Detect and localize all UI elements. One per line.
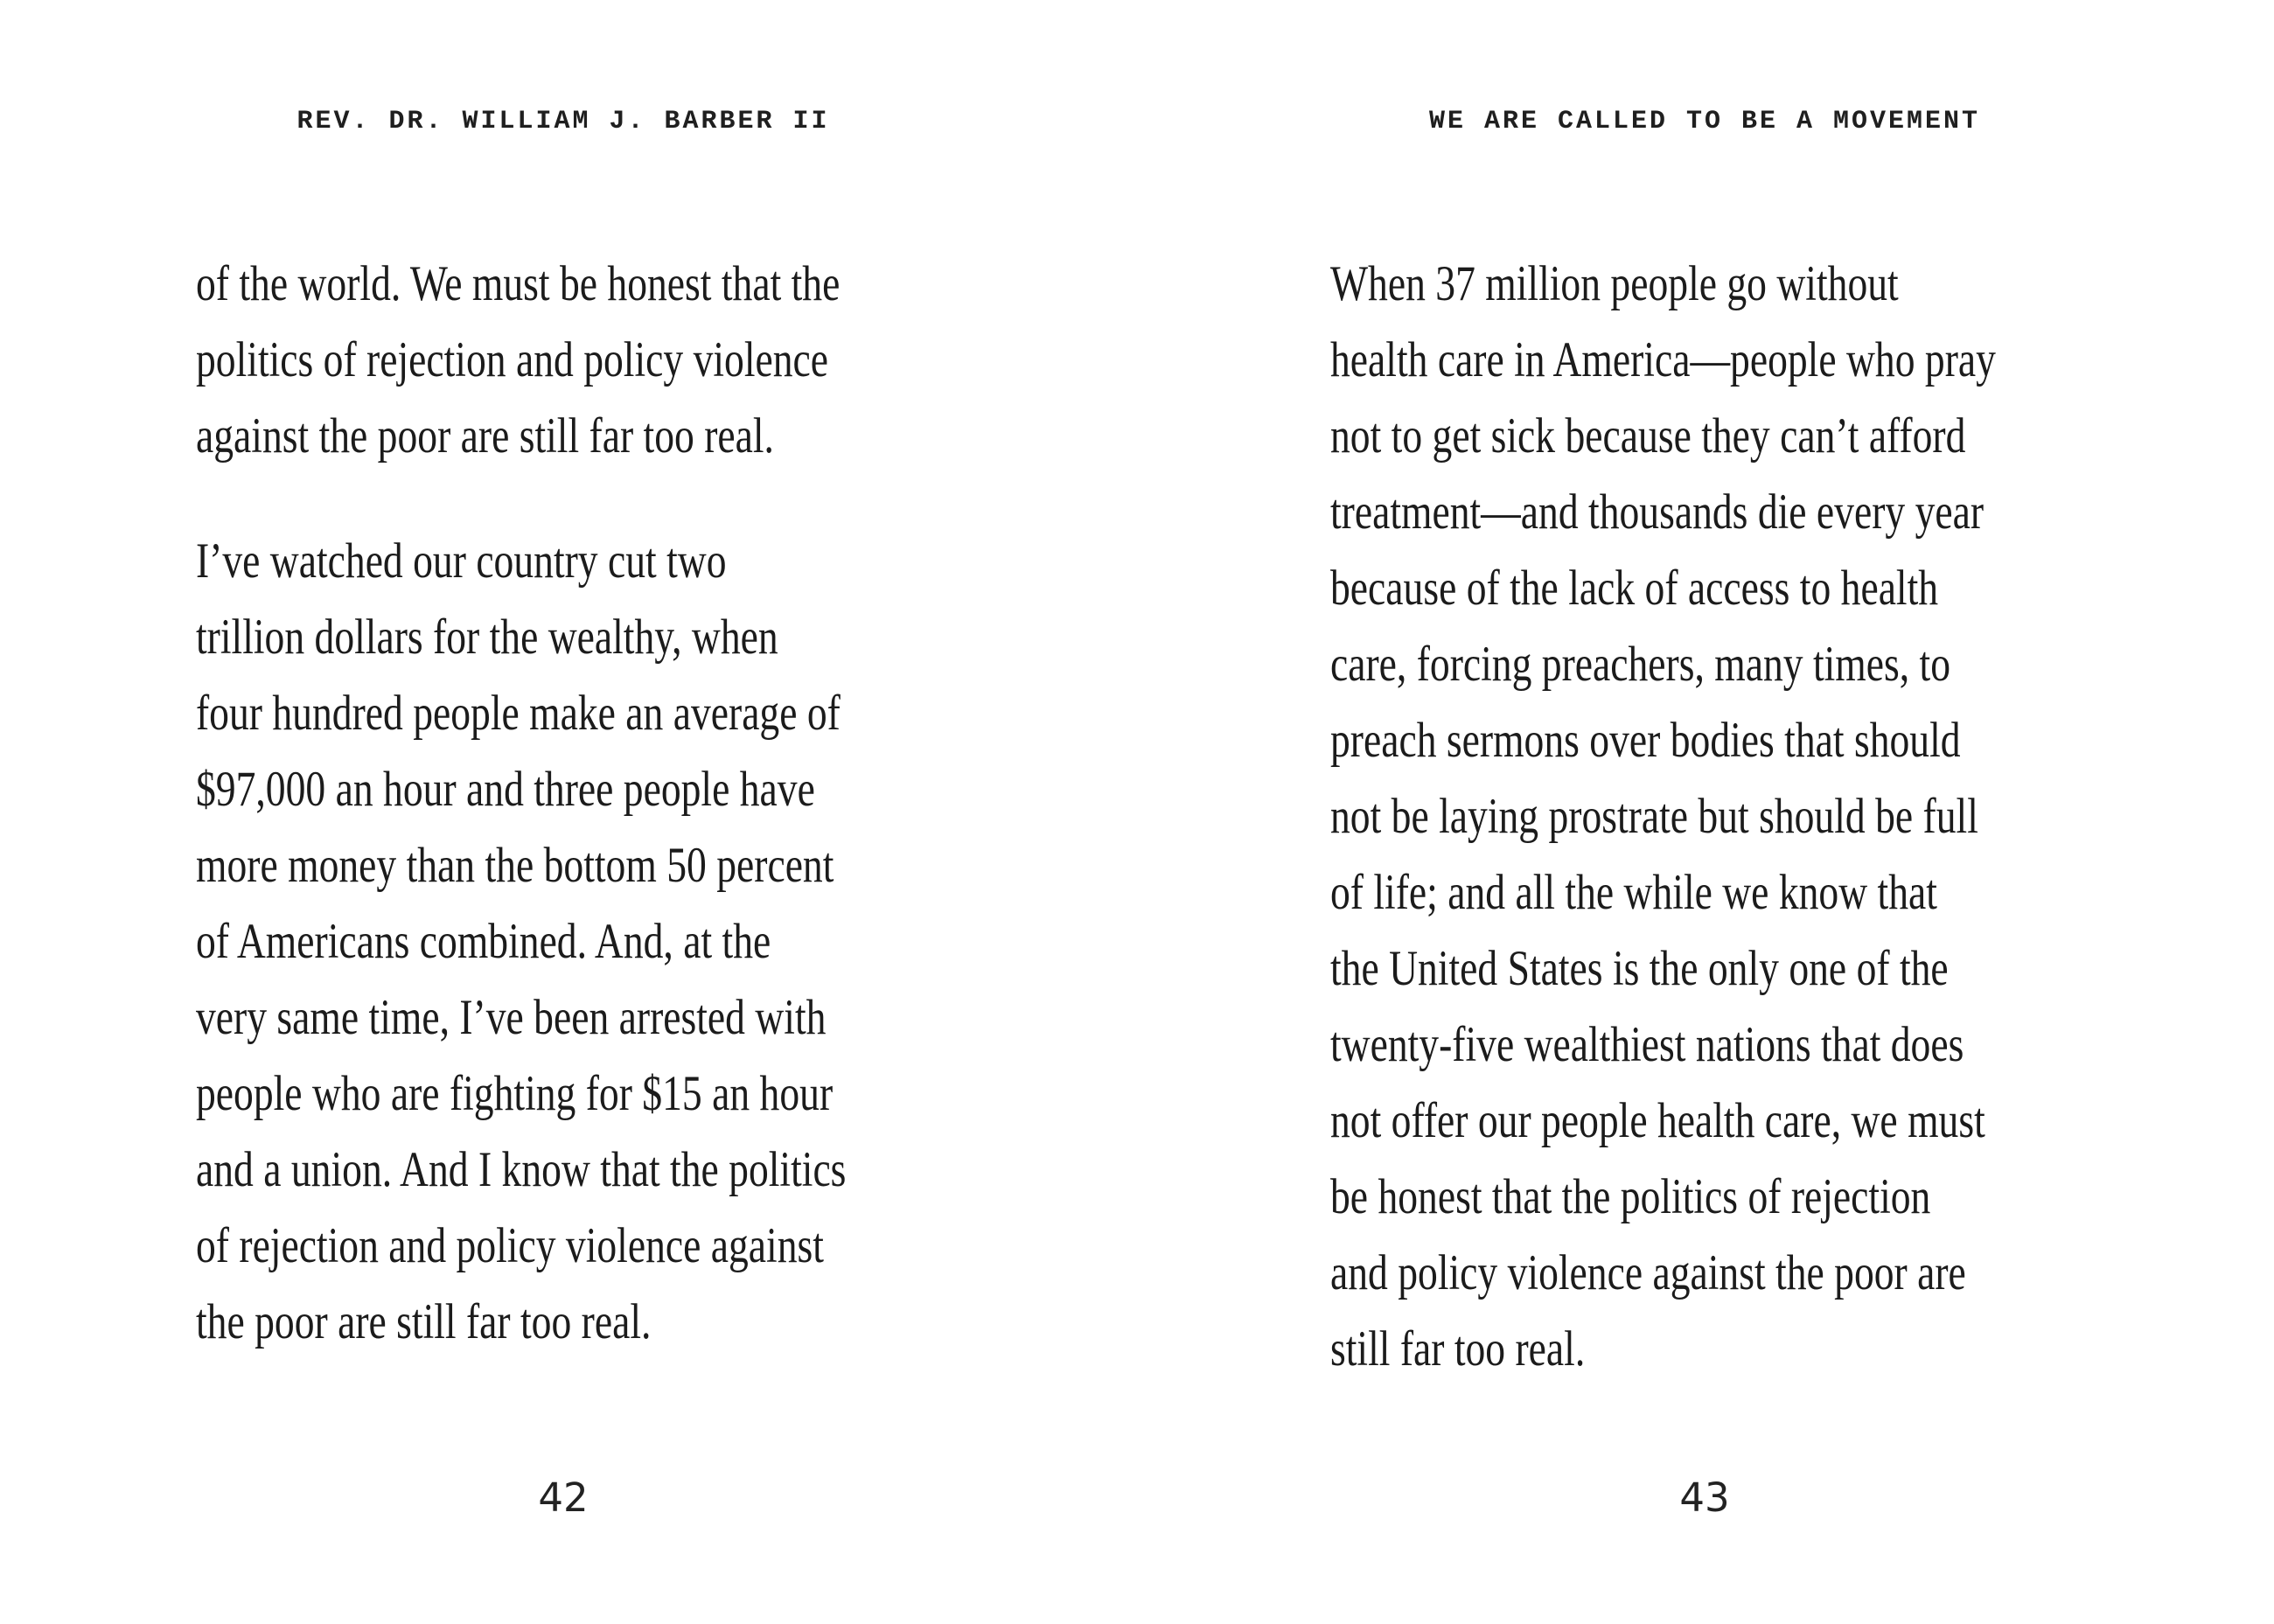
running-head-book-title: WE ARE CALLED TO BE A MOVEMENT: [1428, 107, 1981, 136]
page-left: [196, 0, 931, 1624]
text-line: people who are fighting for $15 an hour: [196, 1066, 834, 1121]
text-line: against the poor are still far too real.: [196, 408, 774, 464]
text-line: very same time, I’ve been arrested with: [196, 990, 827, 1045]
text-line: of the world. We must be honest that the: [196, 256, 841, 311]
paragraph: [1330, 246, 2079, 1387]
text-line: politics of rejection and policy violence: [196, 332, 829, 387]
text-line: more money than the bottom 50 percent: [196, 838, 834, 893]
text-line: and policy violence against the poor are: [1330, 1245, 1966, 1300]
paragraph: [196, 246, 931, 474]
text-line: and a union. And I know that the politics: [196, 1142, 847, 1197]
text-line: the poor are still far too real.: [196, 1294, 652, 1349]
page-number-left: 42: [538, 1474, 589, 1521]
text-line: of rejection and policy violence against: [196, 1218, 824, 1273]
running-head-author: REV. DR. WILLIAM J. BARBER II: [296, 107, 830, 136]
text-line: of Americans combined. And, at the: [196, 914, 771, 969]
text-line: of life; and all the while we know that: [1330, 865, 1937, 920]
text-line: care, forcing preachers, many times, to: [1330, 637, 1951, 692]
text-line: preach sermons over bodies that should: [1330, 713, 1961, 768]
text-line: When 37 million people go without: [1330, 256, 1899, 311]
page-right-body: [1330, 246, 2079, 1387]
text-line: health care in America—people who pray: [1330, 332, 1996, 387]
text-line: be honest that the politics of rejection: [1330, 1169, 1931, 1224]
text-line: $97,000 an hour and three people have: [196, 762, 815, 817]
text-line: I’ve watched our country cut two: [196, 533, 727, 589]
text-line: the United States is the only one of the: [1330, 941, 1949, 996]
text-line: four hundred people make an average of: [196, 686, 841, 741]
text-line: twenty-five wealthiest nations that does: [1330, 1017, 1964, 1072]
text-line: still far too real.: [1330, 1321, 1586, 1377]
page-right: [1330, 0, 2079, 1624]
text-line: treatment—and thousands die every year: [1330, 484, 1985, 540]
page-left-body: [196, 246, 931, 1360]
text-line: not to get sick because they can’t afford: [1330, 408, 1966, 464]
text-line: trillion dollars for the wealthy, when: [196, 610, 778, 665]
text-line: because of the lack of access to health: [1330, 561, 1939, 616]
text-line: not be laying prostrate but should be full: [1330, 789, 1978, 844]
page-number-right: 43: [1679, 1474, 1730, 1521]
text-line: not offer our people health care, we must: [1330, 1093, 1985, 1148]
paragraph: [196, 523, 931, 1360]
